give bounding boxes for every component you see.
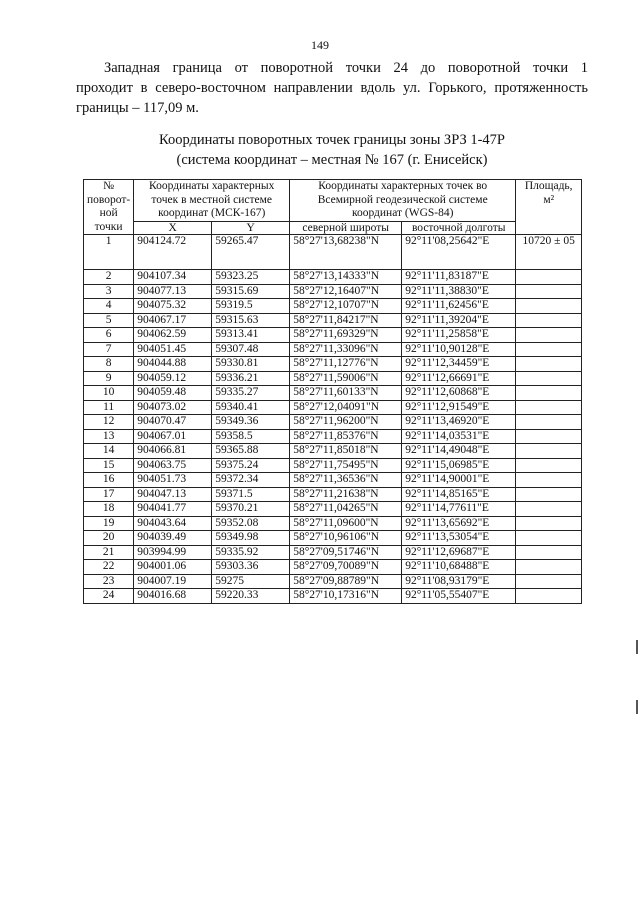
y-coordinate-cell: 59358.5 [212, 429, 290, 444]
point-number-cell: 7 [84, 342, 134, 357]
header-y: Y [212, 221, 290, 234]
area-empty-cell [516, 429, 582, 444]
y-coordinate-cell: 59335.27 [212, 386, 290, 401]
longitude-cell: 92°11'11,83187"E [402, 270, 516, 285]
area-empty-cell [516, 560, 582, 575]
x-coordinate-cell: 904007.19 [134, 574, 212, 589]
area-empty-cell [516, 328, 582, 343]
latitude-cell: 58°27'09,70089"N [290, 560, 402, 575]
y-coordinate-cell: 59371.5 [212, 487, 290, 502]
longitude-cell: 92°11'11,39204"E [402, 313, 516, 328]
paragraph-line: границы – 117,09 м. [76, 100, 199, 116]
y-coordinate-cell: 59319.5 [212, 299, 290, 314]
longitude-cell: 92°11'12,60868"E [402, 386, 516, 401]
point-number-cell: 3 [84, 284, 134, 299]
coordinates-table [83, 179, 582, 604]
y-coordinate-cell: 59313.41 [212, 328, 290, 343]
table-row [84, 235, 582, 270]
latitude-cell: 58°27'10,96106"N [290, 531, 402, 546]
latitude-cell: 58°27'10,17316"N [290, 589, 402, 604]
area-empty-cell [516, 371, 582, 386]
point-number-cell: 5 [84, 313, 134, 328]
area-empty-cell [516, 473, 582, 488]
table-row [84, 545, 582, 560]
header-point-number: № поворот-ной точки [84, 180, 134, 235]
point-number-cell: 22 [84, 560, 134, 575]
latitude-cell: 58°27'12,04091"N [290, 400, 402, 415]
x-coordinate-cell: 904051.73 [134, 473, 212, 488]
longitude-cell: 92°11'13,53054"E [402, 531, 516, 546]
point-number-cell: 15 [84, 458, 134, 473]
y-coordinate-cell: 59303.36 [212, 560, 290, 575]
y-coordinate-cell: 59352.08 [212, 516, 290, 531]
area-empty-cell [516, 574, 582, 589]
table-row [84, 386, 582, 401]
header-longitude: восточной долготы [402, 221, 516, 234]
table-row [84, 299, 582, 314]
longitude-cell: 92°11'13,65692"E [402, 516, 516, 531]
latitude-cell: 58°27'11,09600"N [290, 516, 402, 531]
longitude-cell: 92°11'12,69687"E [402, 545, 516, 560]
point-number-cell: 9 [84, 371, 134, 386]
latitude-cell: 58°27'11,36536"N [290, 473, 402, 488]
x-coordinate-cell: 904044.88 [134, 357, 212, 372]
longitude-cell: 92°11'10,68488"E [402, 560, 516, 575]
heading-line-1: Координаты поворотных точек границы зоны ЗРЗ 1-47Р [159, 132, 505, 148]
x-coordinate-cell: 904124.72 [134, 235, 212, 270]
area-empty-cell [516, 313, 582, 328]
x-coordinate-cell: 904059.12 [134, 371, 212, 386]
y-coordinate-cell: 59330.81 [212, 357, 290, 372]
heading-line-2: (система координат – местная № 167 (г. Енисейск) [176, 152, 488, 168]
x-coordinate-cell: 904051.45 [134, 342, 212, 357]
area-empty-cell [516, 342, 582, 357]
longitude-cell: 92°11'08,25642"E [402, 235, 516, 270]
y-coordinate-cell: 59375.24 [212, 458, 290, 473]
point-number-cell: 18 [84, 502, 134, 517]
area-empty-cell [516, 545, 582, 560]
point-number-cell: 24 [84, 589, 134, 604]
x-coordinate-cell: 904047.13 [134, 487, 212, 502]
longitude-cell: 92°11'14,03531"E [402, 429, 516, 444]
x-coordinate-cell: 903994.99 [134, 545, 212, 560]
longitude-cell: 92°11'11,62456"E [402, 299, 516, 314]
longitude-cell: 92°11'08,93179"E [402, 574, 516, 589]
x-coordinate-cell: 904067.01 [134, 429, 212, 444]
latitude-cell: 58°27'13,14333"N [290, 270, 402, 285]
longitude-cell: 92°11'12,91549"E [402, 400, 516, 415]
latitude-cell: 58°27'11,69329"N [290, 328, 402, 343]
table-row [84, 270, 582, 285]
x-coordinate-cell: 904066.81 [134, 444, 212, 459]
area-empty-cell [516, 487, 582, 502]
point-number-cell: 13 [84, 429, 134, 444]
latitude-cell: 58°27'12,10707"N [290, 299, 402, 314]
table-row [84, 415, 582, 430]
latitude-cell: 58°27'09,51746"N [290, 545, 402, 560]
table-row [84, 502, 582, 517]
scan-edge-mark [636, 700, 638, 714]
y-coordinate-cell: 59220.33 [212, 589, 290, 604]
x-coordinate-cell: 904062.59 [134, 328, 212, 343]
table-row [84, 328, 582, 343]
table-row [84, 429, 582, 444]
area-empty-cell [516, 589, 582, 604]
table-body [84, 235, 582, 604]
x-coordinate-cell: 904039.49 [134, 531, 212, 546]
longitude-cell: 92°11'10,90128"E [402, 342, 516, 357]
latitude-cell: 58°27'11,12776"N [290, 357, 402, 372]
area-empty-cell [516, 502, 582, 517]
y-coordinate-cell: 59349.98 [212, 531, 290, 546]
point-number-cell: 14 [84, 444, 134, 459]
table-row [84, 444, 582, 459]
area-empty-cell [516, 444, 582, 459]
point-number-cell: 1 [84, 235, 134, 270]
point-number-cell: 2 [84, 270, 134, 285]
latitude-cell: 58°27'11,21638"N [290, 487, 402, 502]
table-row [84, 574, 582, 589]
y-coordinate-cell: 59335.92 [212, 545, 290, 560]
header-latitude: северной широты [290, 221, 402, 234]
y-coordinate-cell: 59365.88 [212, 444, 290, 459]
y-coordinate-cell: 59372.34 [212, 473, 290, 488]
table-row [84, 560, 582, 575]
table-row [84, 473, 582, 488]
area-empty-cell [516, 458, 582, 473]
table-row [84, 313, 582, 328]
latitude-cell: 58°27'09,88789"N [290, 574, 402, 589]
point-number-cell: 8 [84, 357, 134, 372]
latitude-cell: 58°27'13,68238"N [290, 235, 402, 270]
longitude-cell: 92°11'11,38830"E [402, 284, 516, 299]
page-number: 149 [311, 38, 329, 52]
latitude-cell: 58°27'11,96200"N [290, 415, 402, 430]
table-row [84, 371, 582, 386]
longitude-cell: 92°11'13,46920"E [402, 415, 516, 430]
y-coordinate-cell: 59340.41 [212, 400, 290, 415]
y-coordinate-cell: 59315.63 [212, 313, 290, 328]
point-number-cell: 10 [84, 386, 134, 401]
latitude-cell: 58°27'11,84217"N [290, 313, 402, 328]
area-value-cell: 10720 ± 05 [516, 235, 582, 270]
table-row [84, 487, 582, 502]
area-empty-cell [516, 270, 582, 285]
table-row [84, 400, 582, 415]
table-row [84, 589, 582, 604]
x-coordinate-cell: 904059.48 [134, 386, 212, 401]
header-local-coordinates: Координаты характерных точек в местной системе координат (МСК-167) [134, 180, 290, 222]
point-number-cell: 23 [84, 574, 134, 589]
latitude-cell: 58°27'11,04265"N [290, 502, 402, 517]
longitude-cell: 92°11'12,66691"E [402, 371, 516, 386]
point-number-cell: 6 [84, 328, 134, 343]
y-coordinate-cell: 59265.47 [212, 235, 290, 270]
longitude-cell: 92°11'15,06985"E [402, 458, 516, 473]
area-empty-cell [516, 400, 582, 415]
point-number-cell: 19 [84, 516, 134, 531]
longitude-cell: 92°11'14,90001"E [402, 473, 516, 488]
latitude-cell: 58°27'11,85376"N [290, 429, 402, 444]
latitude-cell: 58°27'11,75495"N [290, 458, 402, 473]
table-row [84, 531, 582, 546]
table-row [84, 458, 582, 473]
longitude-cell: 92°11'12,34459"E [402, 357, 516, 372]
longitude-cell: 92°11'14,85165"E [402, 487, 516, 502]
table-heading [76, 130, 588, 170]
x-coordinate-cell: 904063.75 [134, 458, 212, 473]
point-number-cell: 12 [84, 415, 134, 430]
y-coordinate-cell: 59323.25 [212, 270, 290, 285]
longitude-cell: 92°11'14,77611"E [402, 502, 516, 517]
longitude-cell: 92°11'11,25858"E [402, 328, 516, 343]
x-coordinate-cell: 904041.77 [134, 502, 212, 517]
scan-edge-mark [636, 640, 638, 654]
table-row [84, 284, 582, 299]
point-number-cell: 17 [84, 487, 134, 502]
header-area: Площадь, м² [516, 180, 582, 235]
header-wgs-coordinates: Координаты характерных точек во Всемирной геодезической системе координат (WGS-84) [290, 180, 516, 222]
paragraph-line: Западная граница от поворотной точки 24 до поворотной точки 1 [104, 60, 588, 76]
area-empty-cell [516, 516, 582, 531]
area-empty-cell [516, 284, 582, 299]
y-coordinate-cell: 59275 [212, 574, 290, 589]
x-coordinate-cell: 904077.13 [134, 284, 212, 299]
latitude-cell: 58°27'11,59006"N [290, 371, 402, 386]
x-coordinate-cell: 904043.64 [134, 516, 212, 531]
area-empty-cell [516, 386, 582, 401]
table-row [84, 342, 582, 357]
y-coordinate-cell: 59370.21 [212, 502, 290, 517]
x-coordinate-cell: 904075.32 [134, 299, 212, 314]
area-empty-cell [516, 531, 582, 546]
point-number-cell: 20 [84, 531, 134, 546]
x-coordinate-cell: 904070.47 [134, 415, 212, 430]
longitude-cell: 92°11'05,55407"E [402, 589, 516, 604]
y-coordinate-cell: 59307.48 [212, 342, 290, 357]
x-coordinate-cell: 904107.34 [134, 270, 212, 285]
longitude-cell: 92°11'14,49048"E [402, 444, 516, 459]
paragraph-line: проходит в северо-восточном направлении вдоль ул. Горького, протяженность [76, 80, 588, 96]
area-empty-cell [516, 357, 582, 372]
boundary-description [76, 58, 588, 118]
area-empty-cell [516, 415, 582, 430]
point-number-cell: 21 [84, 545, 134, 560]
latitude-cell: 58°27'11,85018"N [290, 444, 402, 459]
point-number-cell: 11 [84, 400, 134, 415]
latitude-cell: 58°27'11,60133"N [290, 386, 402, 401]
area-empty-cell [516, 299, 582, 314]
table-row [84, 357, 582, 372]
x-coordinate-cell: 904073.02 [134, 400, 212, 415]
y-coordinate-cell: 59315.69 [212, 284, 290, 299]
x-coordinate-cell: 904016.68 [134, 589, 212, 604]
y-coordinate-cell: 59336.21 [212, 371, 290, 386]
y-coordinate-cell: 59349.36 [212, 415, 290, 430]
point-number-cell: 16 [84, 473, 134, 488]
x-coordinate-cell: 904001.06 [134, 560, 212, 575]
latitude-cell: 58°27'11,33096"N [290, 342, 402, 357]
x-coordinate-cell: 904067.17 [134, 313, 212, 328]
latitude-cell: 58°27'12,16407"N [290, 284, 402, 299]
table-row [84, 516, 582, 531]
point-number-cell: 4 [84, 299, 134, 314]
header-x: X [134, 221, 212, 234]
